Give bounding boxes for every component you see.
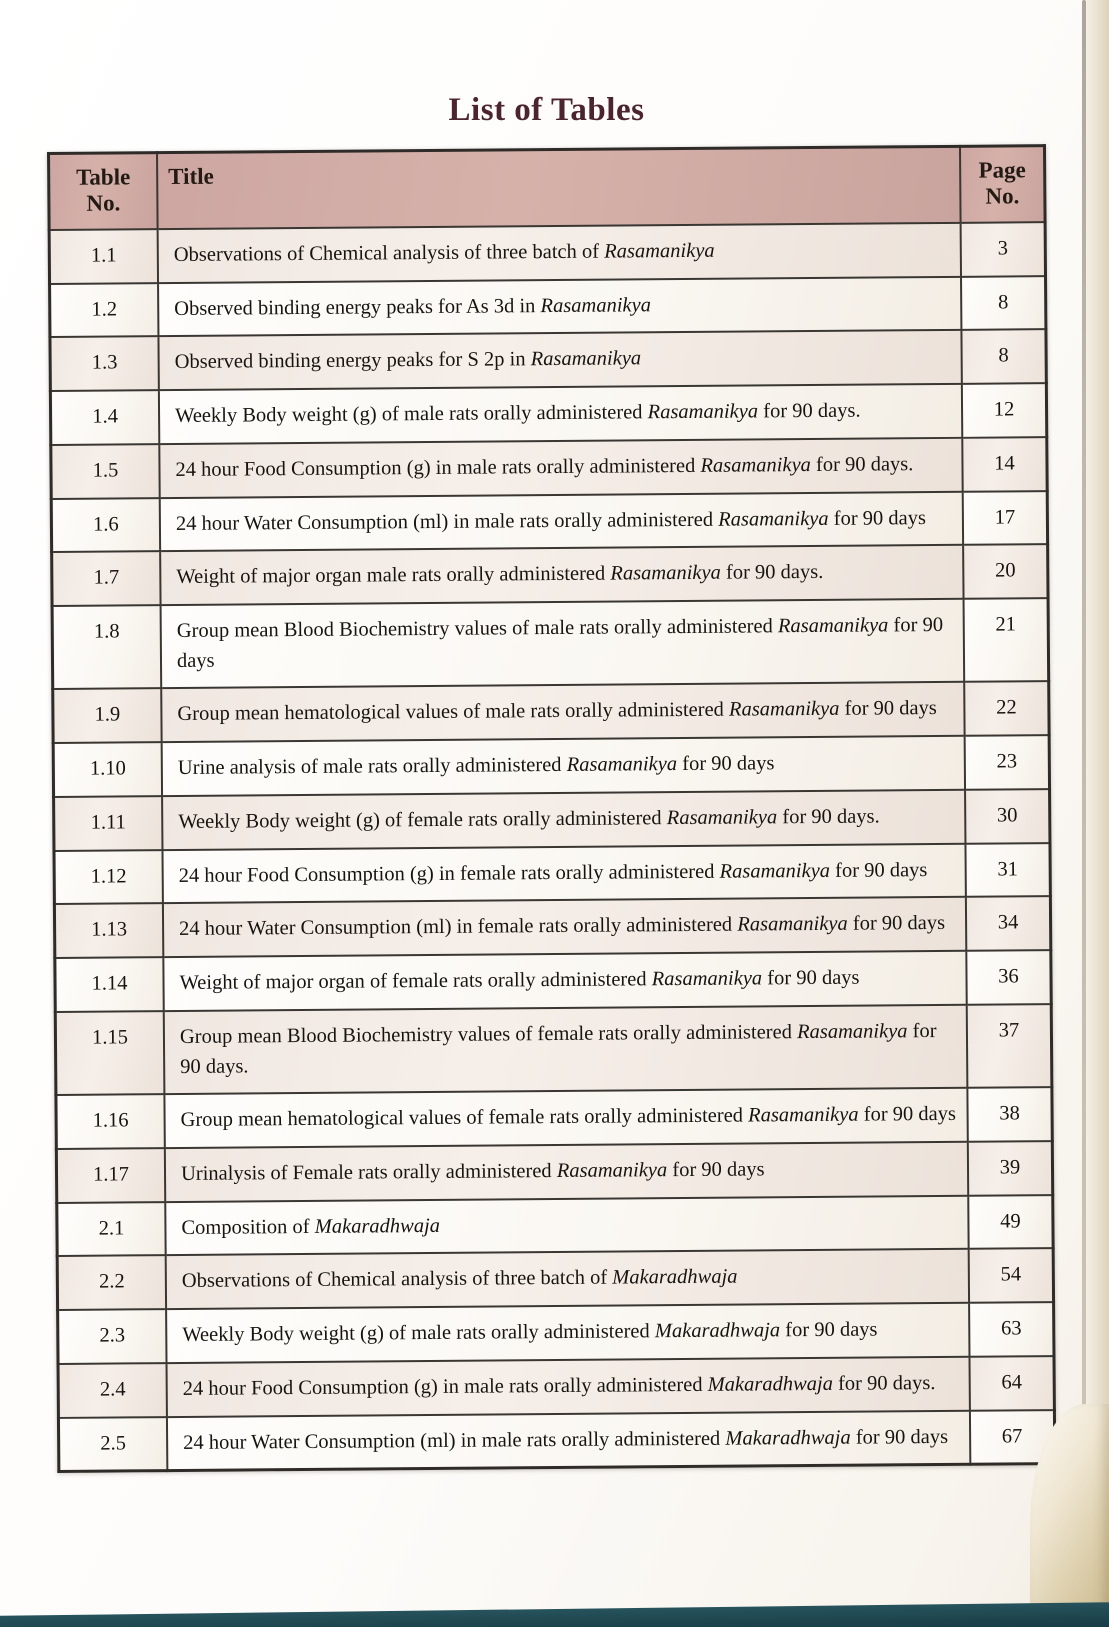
- title-italic-term: Rasamanikya: [540, 293, 652, 317]
- page-no-value: 39: [999, 1156, 1021, 1179]
- table-no-cell: [58, 1363, 167, 1418]
- title-italic-term: Makaradhwaja: [725, 1426, 851, 1450]
- title-text-suffix: for 90 days.: [180, 1019, 937, 1078]
- title-text-suffix: for 90 days: [839, 697, 937, 721]
- page-no-value: 20: [994, 559, 1016, 582]
- title-italic-term: Rasamanikya: [737, 913, 848, 936]
- title-cell: [160, 491, 963, 551]
- title-text: Group mean Blood Biochemistry values of male rats orally administered: [176, 615, 779, 643]
- table-no-value: 1.13: [91, 918, 128, 942]
- page-no-value: 63: [1000, 1317, 1022, 1340]
- page-no-cell: [969, 1356, 1054, 1410]
- page-no-cell: [969, 1302, 1054, 1356]
- page-no-cell: [965, 843, 1050, 897]
- title-cell: [165, 1142, 968, 1202]
- page-no-cell: [966, 950, 1051, 1004]
- table-no-value: 1.12: [90, 865, 127, 888]
- page-no-value: 64: [1001, 1371, 1023, 1394]
- table-no-value: 1.7: [93, 566, 120, 589]
- table-no-cell: [50, 390, 159, 445]
- table-no-cell: [57, 1255, 166, 1310]
- page-no-value: 21: [995, 613, 1017, 636]
- table-no-value: 1.14: [91, 972, 128, 995]
- title-italic-term: Rasamanikya: [719, 859, 831, 883]
- title-text: Composition of: [181, 1215, 315, 1239]
- title-text: 24 hour Food Consumption (g) in male rats orally administered: [182, 1373, 708, 1400]
- title-italic-term: Makaradhwaja: [314, 1214, 441, 1238]
- list-of-tables-container: [47, 144, 1056, 1473]
- title-text-suffix: for 90 days.: [777, 805, 880, 829]
- title-text-suffix: for 90 days.: [720, 561, 824, 585]
- title-italic-term: Rasamanikya: [604, 239, 715, 263]
- page-no-value: 34: [997, 911, 1019, 934]
- title-text-suffix: for 90 days.: [810, 453, 914, 476]
- title-cell: [166, 1249, 969, 1309]
- table-no-cell: [54, 903, 163, 958]
- table-no-value: 1.5: [92, 459, 119, 482]
- title-cell: [161, 682, 964, 742]
- title-cell: [167, 1357, 970, 1417]
- table-row: [50, 330, 1046, 392]
- title-cell: [166, 1303, 969, 1363]
- title-text-suffix: for 90 days.: [832, 1371, 936, 1395]
- page-no-cell: [965, 789, 1050, 843]
- table-no-value: 2.5: [100, 1431, 127, 1455]
- title-text: Observations of Chemical analysis of three batch of: [181, 1266, 613, 1293]
- title-italic-term: Rasamanikya: [647, 400, 759, 424]
- title-italic-term: Rasamanikya: [666, 806, 778, 830]
- title-text: Group mean hematological values of male rats orally administered: [177, 699, 730, 726]
- table-no-value: 2.4: [99, 1378, 126, 1401]
- title-italic-term: Makaradhwaja: [612, 1265, 738, 1289]
- table-row: [58, 1356, 1054, 1418]
- page-title: List of Tables: [448, 92, 645, 128]
- title-cell: [162, 843, 965, 903]
- page-no-value: 54: [1000, 1263, 1022, 1286]
- table-row: [58, 1410, 1054, 1472]
- title-italic-term: Rasamanikya: [651, 967, 763, 991]
- title-text-suffix: for 90 days: [762, 966, 860, 990]
- table-no-value: 1.1: [90, 244, 117, 267]
- title-italic-term: Rasamanikya: [728, 698, 840, 722]
- title-cell: [164, 1005, 968, 1095]
- title-italic-term: Rasamanikya: [777, 614, 889, 638]
- page-no-cell: [961, 330, 1046, 384]
- table-row: [55, 950, 1051, 1012]
- title-text: Weekly Body weight (g) of female rats orally administered: [178, 807, 667, 833]
- title-text-suffix: for 90 days: [828, 506, 927, 530]
- title-cell: [163, 897, 966, 957]
- header-table-no: Table No.: [49, 153, 158, 230]
- table-no-value: 1.2: [91, 298, 118, 321]
- table-no-value: 1.6: [93, 513, 119, 536]
- table-no-cell: [56, 1094, 165, 1149]
- page-no-value: 49: [1000, 1210, 1021, 1233]
- table-header: [49, 146, 1046, 230]
- table-row: [54, 896, 1050, 958]
- title-text: Weight of major organ of female rats orally administered: [179, 968, 652, 995]
- table-row: [50, 383, 1046, 445]
- title-cell: [160, 545, 963, 605]
- title-text: Group mean Blood Biochemistry values of female rats orally administered: [179, 1020, 798, 1048]
- title-cell: [159, 384, 962, 444]
- title-italic-term: Rasamanikya: [610, 562, 721, 585]
- page-no-value: 37: [998, 1019, 1020, 1042]
- page-no-cell: [964, 598, 1049, 682]
- table-row: [56, 1141, 1052, 1203]
- title-text-suffix: for 90 days: [667, 1158, 765, 1182]
- page-no-value: 3: [997, 237, 1008, 260]
- title-italic-term: Rasamanikya: [556, 1159, 668, 1182]
- list-of-tables-table: [47, 144, 1056, 1473]
- table-no-value: 1.8: [93, 620, 120, 643]
- page-no-value: 30: [996, 804, 1018, 827]
- title-text: Urinalysis of Female rats orally administered: [180, 1159, 557, 1185]
- title-cell: [159, 438, 962, 498]
- page-no-cell: [963, 491, 1048, 545]
- table-no-value: 1.15: [91, 1026, 128, 1049]
- table-row: [50, 276, 1046, 338]
- title-text: 24 hour Water Consumption (ml) in male rats orally administered: [175, 508, 719, 535]
- table-no-cell: [52, 605, 161, 689]
- table-row: [49, 222, 1045, 284]
- page-no-cell: [964, 682, 1049, 736]
- table-row: [52, 598, 1049, 689]
- header-row: [49, 146, 1046, 230]
- page-no-cell: [967, 1087, 1052, 1141]
- toc-table-body: [49, 222, 1055, 1472]
- table-no-cell: [51, 498, 160, 553]
- page-no-cell: [965, 735, 1050, 789]
- title-text: 24 hour Food Consumption (g) in male rats orally administered: [175, 454, 701, 481]
- page-no-cell: [962, 437, 1047, 491]
- title-cell: [158, 223, 961, 283]
- page-no-cell: [961, 222, 1046, 276]
- title-cell: [161, 599, 965, 689]
- table-no-cell: [52, 551, 161, 606]
- page-no-value: 36: [998, 965, 1019, 988]
- table-no-cell: [57, 1202, 166, 1257]
- title-text: Weekly Body weight (g) of male rats orally administered: [182, 1320, 655, 1347]
- title-italic-term: Rasamanikya: [530, 347, 642, 371]
- title-italic-term: Makaradhwaja: [707, 1372, 834, 1396]
- page-no-value: 8: [997, 291, 1009, 314]
- page-no-value: 22: [996, 696, 1017, 720]
- table-no-value: 2.3: [99, 1324, 126, 1347]
- title-italic-term: Rasamanikya: [700, 453, 811, 477]
- title-text-suffix: for 90 days.: [757, 399, 861, 423]
- header-page-no: Page No.: [960, 146, 1045, 223]
- title-text-suffix: for 90 days: [850, 1425, 949, 1449]
- title-italic-term: Makaradhwaja: [654, 1319, 781, 1343]
- table-no-cell: [54, 850, 163, 905]
- title-text-suffix: for 90 days: [829, 858, 928, 882]
- title-text: Observed binding energy peaks for As 3d in: [174, 294, 541, 320]
- table-row: [58, 1302, 1054, 1364]
- title-cell: [165, 1195, 968, 1255]
- table-no-cell: [58, 1309, 167, 1364]
- table-row: [57, 1249, 1053, 1311]
- title-cell: [164, 1088, 967, 1148]
- page-no-value: 8: [998, 344, 1009, 367]
- title-italic-term: Rasamanikya: [748, 1103, 859, 1127]
- table-row: [53, 682, 1049, 744]
- table-no-value: 1.4: [92, 405, 118, 428]
- title-italic-term: Rasamanikya: [796, 1020, 908, 1043]
- table-no-cell: [53, 689, 162, 744]
- table-no-cell: [53, 742, 162, 797]
- table-no-cell: [54, 796, 163, 851]
- title-italic-term: Rasamanikya: [718, 507, 829, 531]
- table-no-cell: [50, 337, 159, 392]
- title-cell: [162, 736, 965, 796]
- page-no-cell: [966, 896, 1051, 950]
- table-no-value: 1.16: [92, 1109, 129, 1132]
- table-row: [57, 1195, 1053, 1257]
- table-no-value: 1.11: [90, 811, 126, 834]
- title-text-suffix: for 90 days: [780, 1318, 878, 1342]
- page-no-cell: [968, 1195, 1053, 1249]
- table-row: [54, 843, 1050, 905]
- page-no-value: 17: [994, 506, 1016, 529]
- page-no-cell: [963, 544, 1048, 598]
- table-row: [52, 544, 1048, 606]
- title-text-suffix: for 90 days: [858, 1103, 957, 1126]
- page-no-cell: [962, 383, 1047, 437]
- table-no-cell: [58, 1417, 167, 1472]
- page-no-value: 23: [996, 750, 1018, 773]
- title-text: 24 hour Food Consumption (g) in female rats orally administered: [178, 860, 720, 887]
- table-row: [54, 789, 1050, 851]
- page-no-cell: [967, 1004, 1052, 1088]
- page-no-value: 31: [997, 858, 1018, 881]
- page-no-value: 38: [999, 1102, 1020, 1125]
- title-text: 24 hour Water Consumption (ml) in female rats orally administered: [179, 913, 738, 941]
- table-row: [51, 437, 1047, 499]
- title-cell: [167, 1410, 970, 1471]
- title-text: Urine analysis of male rats orally administered: [177, 754, 567, 780]
- title-text: Observed binding energy peaks for S 2p in: [174, 348, 531, 374]
- table-no-value: 2.2: [98, 1270, 125, 1294]
- title-text-suffix: for 90 days: [677, 752, 775, 776]
- table-no-cell: [56, 1148, 165, 1203]
- header-title: Title: [157, 146, 961, 229]
- title-text: Observations of Chemical analysis of three batch of: [173, 240, 605, 267]
- table-no-cell: [55, 1011, 164, 1095]
- table-no-cell: [49, 229, 158, 284]
- table-no-value: 1.9: [94, 703, 121, 727]
- page-no-value: 67: [1001, 1424, 1023, 1448]
- table-row: [55, 1004, 1052, 1095]
- page-no-value: 12: [993, 398, 1015, 421]
- table-row: [51, 491, 1047, 553]
- table-no-cell: [50, 283, 159, 338]
- title-text: 24 hour Water Consumption (ml) in male rats orally administered: [183, 1427, 726, 1454]
- title-text-suffix: for 90 days: [847, 912, 946, 936]
- scan-bottom-edge: [0, 1602, 1109, 1627]
- title-text: Weight of major organ male rats orally administered: [176, 562, 611, 589]
- title-text: Group mean hematological values of female rats orally administered: [180, 1104, 749, 1132]
- page-no-value: 14: [994, 452, 1015, 475]
- title-cell: [162, 790, 965, 850]
- table-no-value: 2.1: [98, 1217, 125, 1240]
- title-cell: [163, 951, 966, 1011]
- table-no-value: 1.3: [91, 351, 118, 375]
- title-text-suffix: for 90 days: [176, 614, 944, 672]
- book-page-edge-strip: [1086, 0, 1109, 1627]
- table-row: [53, 735, 1049, 797]
- title-cell: [158, 277, 961, 337]
- title-italic-term: Rasamanikya: [566, 753, 678, 777]
- title-text: Weekly Body weight (g) of male rats orally administered: [174, 401, 648, 428]
- title-cell: [158, 330, 961, 390]
- page-no-cell: [968, 1141, 1053, 1195]
- page-no-cell: [969, 1249, 1054, 1303]
- table-row: [56, 1087, 1052, 1149]
- page-no-cell: [961, 276, 1046, 330]
- table-no-cell: [51, 444, 160, 499]
- table-no-value: 1.10: [89, 757, 126, 780]
- table-no-value: 1.17: [93, 1163, 130, 1186]
- table-no-cell: [55, 957, 164, 1012]
